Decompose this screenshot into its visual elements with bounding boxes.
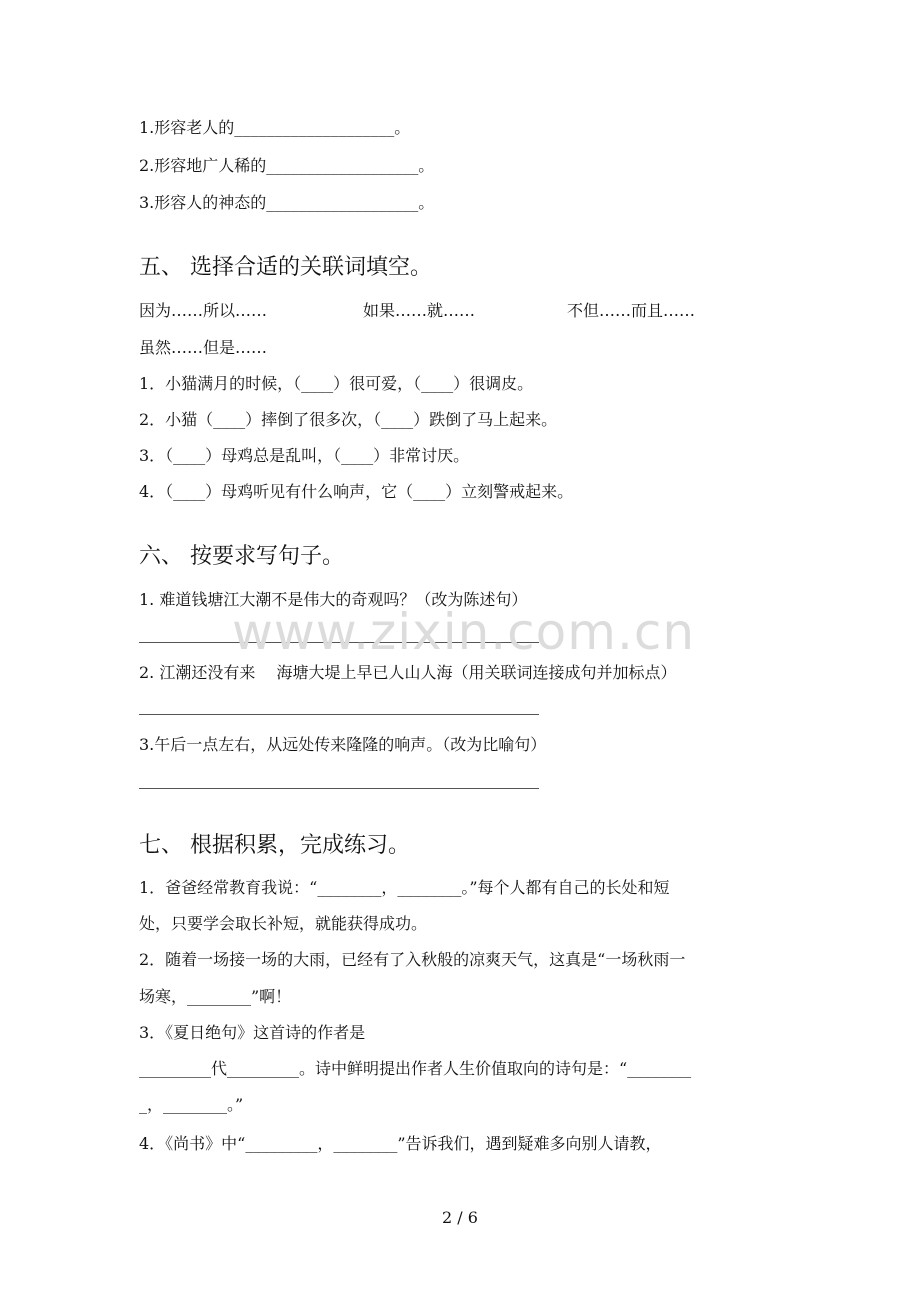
- conjunction-option-2: 如果……就……: [363, 301, 476, 320]
- answer-line-3: [139, 788, 539, 789]
- conjunction-option-4: 虽然……但是……: [139, 338, 268, 357]
- section7-line-7: _，________。”: [139, 1095, 244, 1114]
- section5-item-4: 4．（____）母鸡听见有什么响声，它（____）立刻警戒起来。: [139, 482, 574, 501]
- section7-line-2: 处，只要学会取长补短，就能获得成功。: [139, 914, 428, 933]
- page-number: 2 / 6: [442, 1208, 478, 1227]
- top-item-2: 2.形容地广人稀的___________________。: [139, 156, 435, 175]
- watermark: www.zixin.com.cn: [232, 603, 696, 661]
- conjunction-option-3: 不但……而且……: [567, 301, 696, 320]
- section5-heading: 五、 选择合适的关联词填空。: [139, 255, 432, 280]
- conjunction-option-1: 因为……所以……: [139, 301, 268, 320]
- section6-item-2: 2. 江潮还没有来 海塘大堤上早已人山人海（用关联词连接成句并加标点）: [139, 663, 677, 682]
- section7-line-5: 3．《夏日绝句》这首诗的作者是: [139, 1023, 366, 1042]
- top-item-3: 3.形容人的神态的___________________。: [139, 193, 435, 212]
- section6-item-1: 1. 难道钱塘江大潮不是伟大的奇观吗？（改为陈述句）: [139, 590, 528, 609]
- section7-heading: 七、 根据积累，完成练习。: [139, 833, 410, 858]
- top-item-1: 1.形容老人的____________________。: [139, 118, 411, 137]
- section7-line-4: 场寒，________”啊！: [139, 987, 292, 1006]
- section7-line-6: _________代_________。诗中鲜明提出作者人生价值取向的诗句是：“________: [139, 1059, 692, 1078]
- section7-line-8: 4．《尚书》中“_________，________”告诉我们，遇到疑难多向别人请教，: [139, 1134, 662, 1153]
- section6-heading: 六、 按要求写句子。: [139, 544, 344, 569]
- section6-item-3: 3.午后一点左右，从远处传来隆隆的响声。（改为比喻句）: [139, 735, 547, 754]
- section5-item-1: 1．小猫满月的时候，（____）很可爱，（____）很调皮。: [139, 374, 534, 393]
- section7-line-1: 1．爸爸经常教育我说：“________，________。”每个人都有自己的长处和短: [139, 878, 670, 897]
- answer-line-2: [139, 714, 539, 715]
- section5-item-2: 2．小猫（____）摔倒了很多次，（____）跌倒了马上起来。: [139, 410, 558, 429]
- section7-line-3: 2．随着一场接一场的大雨，已经有了入秋般的凉爽天气，这真是“一场秋雨一: [139, 950, 686, 969]
- section5-item-3: 3．（____）母鸡总是乱叫，（____）非常讨厌。: [139, 446, 470, 465]
